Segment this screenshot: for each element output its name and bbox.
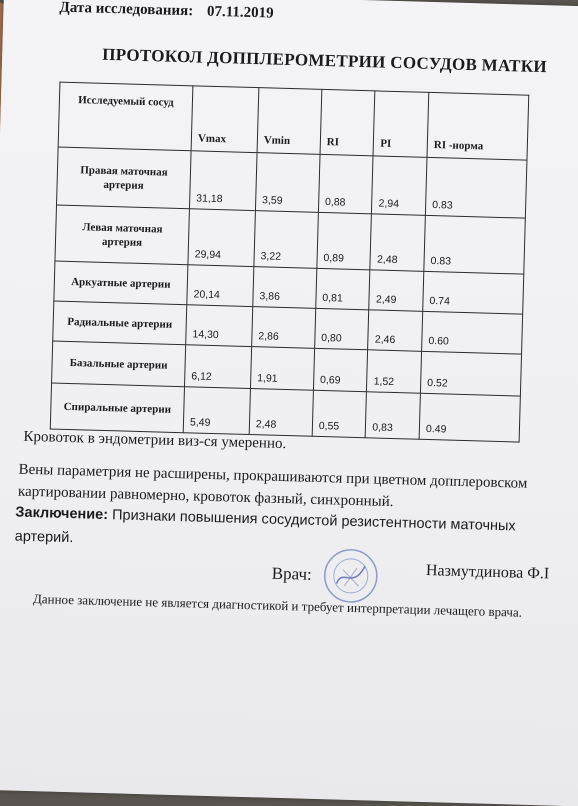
exam-date [59,0,274,23]
vmin-cell: 3,59 [255,153,320,213]
column-header-ri-norm: RI -норма [427,92,529,160]
ri-cell: 0,55 [312,390,367,437]
column-header-vmax: Vmax [191,86,259,153]
vessel-name: Левая маточная артерия [55,205,190,265]
disclaimer: Данное заключение не является диагностикой и требует интерпретации лечащего врача. [32,591,523,620]
column-header-pi: PI [373,91,428,157]
ri-norm-cell: 0.83 [424,215,525,274]
pi-cell: 2,48 [370,214,425,271]
vmin-cell: 3,86 [253,267,317,309]
doctor-name: Назмутдинова Ф.I [425,562,550,583]
vmax-cell: 5,49 [183,387,250,435]
vessel-name: Спиральные артерии [50,383,184,433]
ri-norm-cell: 0.52 [420,351,521,396]
ri-norm-cell: 0.60 [422,311,523,354]
pi-cell: 1,52 [367,350,422,393]
pi-cell: 2,94 [372,156,427,215]
doctor-stamp [322,547,380,605]
pi-cell: 2,49 [369,270,424,311]
ri-cell: 0,89 [317,212,372,269]
vessel-name: Правая маточная артерия [57,147,192,209]
ri-norm-cell: 0.83 [425,157,527,218]
date-label: Дата исследования: [59,0,194,20]
vmax-cell: 20,14 [187,265,254,307]
vmin-cell: 2,48 [249,389,313,437]
vmax-cell: 29,94 [188,209,255,267]
pi-cell: 2,46 [368,310,423,351]
vessel-name: Радиальные артерии [53,301,187,345]
ri-norm-cell: 0.74 [423,271,524,314]
conclusion-label: Заключение: [15,504,109,524]
ri-cell: 0,88 [318,154,373,213]
vmax-cell: 6,12 [184,345,251,389]
column-header-ri: RI [320,89,375,155]
vmax-cell: 14,30 [186,305,253,347]
parametrium-finding: Вены параметрия не расширены, прокрашиваются при цветном допплеровском картировании равномерно, кровоток фазный, синхронный. [17,461,528,511]
page-title: ПРОТОКОЛ ДОППЛЕРОМЕТРИИ СОСУДОВ МАТКИ [101,44,548,77]
pi-cell: 0,83 [366,392,421,439]
ri-norm-cell: 0.49 [419,393,520,442]
vmin-cell: 1,91 [250,347,314,391]
ri-cell: 0,69 [313,348,368,391]
column-header-vessel: Исследуемый сосуд [58,82,193,151]
vessel-name: Аркуатные артерии [54,261,188,305]
vmax-cell: 31,18 [189,151,256,211]
vmin-cell: 3,22 [254,211,318,269]
doctor-label: Врач: [271,563,313,584]
ri-cell: 0,81 [316,268,371,309]
vessel-name: Базальные артерии [52,341,186,387]
column-header-vmin: Vmin [257,88,322,155]
doppler-table [50,82,530,443]
endometrium-finding: Кровоток в эндометрии виз-ся умеренно. [23,428,287,453]
date-value: 07.11.2019 [206,3,274,22]
conclusion-text: Признаки повышения сосудистой резистентности маточных артерий. [14,507,516,547]
ri-cell: 0,80 [314,308,369,349]
vmin-cell: 2,86 [252,307,316,349]
